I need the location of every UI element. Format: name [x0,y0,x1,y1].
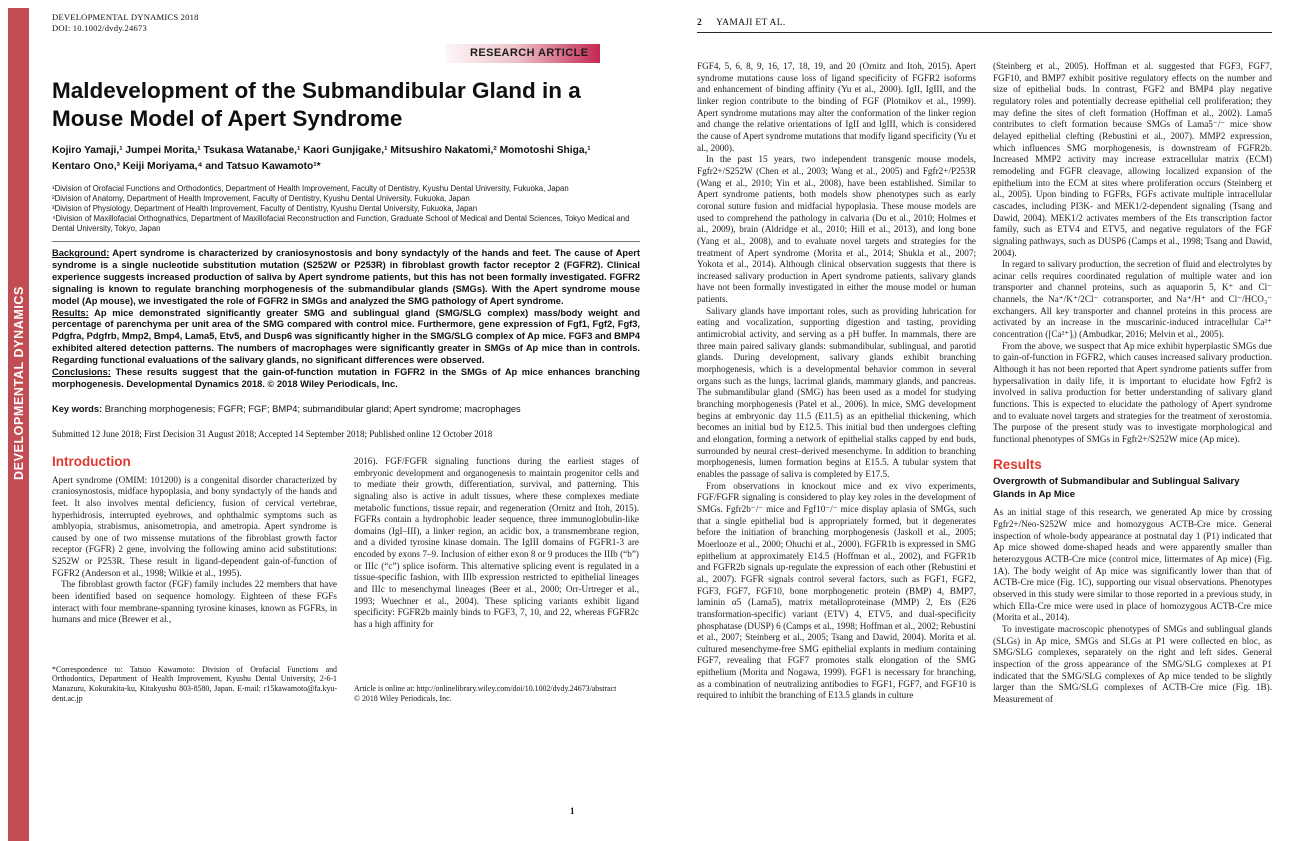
results-heading: Results [993,456,1042,472]
keywords-text: Branching morphogenesis; FGFR; FGF; BMP4; submandibular gland; Apert syndrome; macrophages [104,403,521,414]
page2-body-columns [697,61,1272,789]
abstract-results [52,308,640,368]
journal-spine-label-box [8,285,29,480]
research-article-badge: RESEARCH ARTICLE [446,44,600,63]
article-online-url: Article is online at: http://onlinelibrary.wiley.com/doi/10.1002/dvdy.24673/abstract [354,684,617,694]
article-online-footnote [354,684,639,704]
correspondence-footnote: *Correspondence to: Tatsuo Kawamoto: Division of Orofacial Functions and Orthodontics, Department of Health Improvement, Kyushu Dental University, 2-6-1 Manazuru, Kokurakita-ku, Kitakyushu 803-8580, Japan. E-mail: r15kawamoto@fa.kyu-dent.ac.jp [52,664,337,704]
affiliation-3: ³Division of Physiology, Department of Health Improvement, Faculty of Dentistry, Kyushu Dental University, Fukuoka, Japan [52,204,478,213]
introduction-heading: Introduction [52,455,131,469]
keywords-line [52,404,640,414]
author-list-line1: Kojiro Yamaji,¹ Jumpei Morita,¹ Tsukasa Watanabe,¹ Kaori Gunjigake,¹ Mitsushiro Nakatomi,² Momotoshi Shiga,¹ [52,145,591,156]
intro-paragraph-2: The fibroblast growth factor (FGF) family includes 22 members that have been identified based on sequence homology. Eighteen of these FGFs interact with four membrane-spanning tyrosine kinases, known as FGFRs, in humans and mice (Brewer et al., [52,579,337,625]
journal-masthead [52,12,640,33]
abstract-background [52,248,640,308]
article-title [52,77,640,133]
copyright-line: © 2018 Wiley Periodicals, Inc. [354,694,452,704]
journal-spine-label: DEVELOPMENTAL DYNAMICS [11,285,26,480]
affiliation-2: ²Division of Anatomy, Department of Health Improvement, Faculty of Dentistry, Kyushu Dental University, Fukuoka, Japan [52,194,470,203]
page1-right-column [354,456,639,704]
intro-paragraph-3: 2016). FGF/FGFR signaling functions during the earliest stages of embryonic development and organogenesis to maintain progenitor cells and to mediate their growth, differentiation, survival, and patterning. This signaling also is active in adult tissues, where these complexes mediate metabolic functions, tissue repair, and regeneration (Ornitz and Itoh, 2015). FGFRs contain a hydrophobic leader sequence, three immunoglobulin-like domains (IgI–III), a linker region, an acidic box, a transmembrane region, and a divided tyrosine kinase domain. The IgIII domains of FGFR1-3 are encoded by exons 7–9. Inclusion of either exon 8 or 9 produces the IIIb (“b”) or IIIc (“c”) splice isoform. This alternative splicing event is regulated in a tissue-specific fashion, with IIIb expression restricted to epithelial lineages and IIIc to mesenchymal lineages (Beer et al., 2000; Orr-Urtreger et al., 1993; Wuechner et al., 2004). These splicing variants exhibit ligand specificity: FGFR2b mainly binds to FGF3, 7, 10, and 22, whereas FGFR2c has a high affinity for [354,455,639,630]
body-paragraph-6: In regard to salivary production, the secretion of fluid and electrolytes by acinar cells requires coordinated regulation of multiple water and ion transporter and channel proteins, such as aquaporin 5, K⁺ and Cl⁻ channels, the Na⁺/K⁺/2Cl⁻ cotransporter, and Na⁺/H⁺ and Cl⁻/HCO₃⁻ exchangers. All key transporter and channel proteins in this process are activated by an increase in the muscarinic-induced intracellular Ca²⁺ concentration ([Ca²⁺]ᵢ) (Ambudkar, 2016; Melvin et al., 2005). [993,259,1272,340]
abstract-background-text: Apert syndrome is characterized by craniosynostosis and bony syndactyly of the hands and feet. The cause of Apert syndrome is a single nucleotide substitution mutation (S252W or P253R) in fibroblast growth factor receptor 2 (FGFR2). Clinical experience suggests increased production of saliva by Apert syndrome patients, but this has not been formally investigated. FGFR2 signaling is known to regulate branching morphogenesis of the submandibular glands (SMGs). With the Apert syndrome mouse model (Ap mouse), we investigated the role of FGFR2 in SMGs and analyzed the SMG pathology of Apert syndrome. [52,248,640,306]
doi-line: DOI: 10.1002/dvdy.24673 [52,22,147,33]
keywords-label: Key words: [52,403,103,414]
author-list [52,143,640,175]
body-paragraph-2: In the past 15 years, two independent transgenic mouse models, Fgfr2+/S252W (Chen et al., 2003; Wang et al., 2005) and Fgfr2+/P253R (Wang et al., 2010; Yin et al., 2008), have been established. Similar to Apert syndrome patients, both models show phenotypes such as early coronal suture fusion and midfacial hypoplasia. These mouse models are used to comprehend the pathology in calvaria (Du et al., 2010; Holmes et al., 2009), brain (Aldridge et al., 2010; Hill et al., 2013), and long bone (Yang et al., 2008), and to evaluate novel targets and strategies for the treatment of Apert syndrome (Morita et al., 2014; Shukla et al., 2007; Yokota et al., 2014). Although clinical observation suggests that there is increased salivary production in Apert syndrome patients, salivary glands have not been formally investigated in either the mouse model or human patients. [697,154,976,305]
abstract-conclusions-text: These results suggest that the gain-of-function mutation in FGFR2 in the SMGs of Ap mice enhances branching morphogenesis. Developmental Dynamics 2018. © 2018 Wiley Periodicals, Inc. [52,367,640,389]
body-paragraph-3: Salivary glands have important roles, such as providing lubrication for eating and vocalization, supporting digestion and tasting, providing antimicrobial activity, and serving as a pH buffer. In mammals, there are three main paired salivary glands: submandibular, sublingual, and parotid glands. During development, salivary glands exhibit branching morphogenesis, which is a developmental behavior common in several organs such as the lungs, lacrimal glands, mammary glands, and pancreas. The submandibular gland (SMG) has been used as a model for studying branching morphogenesis (Patel et al., 2006). In mice, SMG development begins at embryonic day 11.5 (E11.5) as an epithelial thickening, which becomes an initial bud by E12.5. This initial bud then undergoes clefting and elongation, forming a network of epithelial stalks capped by end buds, surrounded by neural crest–derived mesenchyme. In addition to branching morphogenesis, lumen formation begins at E15.5. A tubular system that enables the passage of saliva is completed by E17.5. [697,305,976,479]
page2-running-header [697,0,1272,28]
page2-left-column [697,61,976,789]
page1-number: 1 [570,806,575,816]
body-paragraph-5: (Steinberg et al., 2005). Hoffman et al. suggested that FGF3, FGF7, FGF10, and BMP7 exhibit positive regulatory effects on the number and size of epithelial buds. In contrast, FGF2 and BMP4 play negative regulatory roles and potentially decrease epithelial cell proliferation; they may define the sites of cleft formation (Hoffman et al., 2002). Lama5 contributes to cleft formation because SMGs of Lama5⁻/⁻ mice show delayed epithelial clefting (Rebustini et al., 2007). MMP2 expression, which influences SMG morphogenesis, is downstream of FGFR2b. Increased MMP2 activity may increase extracellular matrix (ECM) remodeling and FGFR cleavage, allowing localized expansion of the epithelium into the ECM at sites where proliferation occurs (Steinberg et al., 2005). Upon binding to FGFRs, FGFs activate multiple intracellular cascades, including PI3K- and MEK1/2-dependent signaling (Tsang and Dawid, 2004). MEK1/2 activates members of the Ets transcription factor family, such as ETV4 and ETV5, and negative regulators of the FGF signaling pathways, such as DUSP6 (Camps et al., 1998; Tsang and Dawid, 2004). [993,61,1272,258]
body-paragraph-7: From the above, we suspect that Ap mice exhibit hyperplastic SMGs due to gain-of-function in FGFR2, which causes increased salivary production. Although it has not been reported that Apert syndrome patients suffer from hypersalivation in daily life, it is important to elucidate how Fgfr2 is involved in saliva production for better understanding of salivary gland functions. This is expected to elucidate the pathology of Apert syndrome and to evaluate novel targets and strategies for the treatment of xerostomia. The purpose of the present study was to investigate morphological and functional phenotypes of SMGs in Fgfr2+/S252W mice (Ap mice). [993,340,1272,444]
body-paragraph-1: FGF4, 5, 6, 8, 9, 16, 17, 18, 19, and 20 (Ornitz and Itoh, 2015). Apert syndrome mutations cause loss of ligand specificity of FGFR2 isoforms and enhancement of binding affinity (Yu et al., 2000). IgII, IgIII, and the linker region contribute to the binding of FGF (Plotnikov et al., 1999). Apert syndrome mutations may alter the conformation of the linker region and change the relative orientations of IgII and IgIII, which is considered the cause of Apert syndrome mutations that modify ligand specificity (Yu et al., 2000). [697,61,976,153]
page1-left-column [52,456,337,704]
page2-right-column [993,61,1272,789]
abstract-background-label: Background: [52,248,110,258]
article-title-line1: Maldevelopment of the Submandibular Gland in a [52,78,581,103]
abstract-results-label: Results: [52,307,89,318]
page2-header-rule [697,32,1272,33]
page2-number: 2 [697,18,703,28]
page-2 [697,0,1272,841]
affiliation-4: ⁴Division of Maxillofacial Orthognathics, Department of Maxillofacial Reconstruction and Function, Graduate School of Medical and Dental Sciences, Tokyo Medical and Dental University, Tokyo, Japan [52,214,630,233]
running-head-authors: YAMAJI ET AL. [716,18,786,28]
abstract-results-text: Ap mice demonstrated significantly greater SMG and sublingual gland (SMG/SLG complex) mass/body weight and percentage of parenchyma per unit area of the SMG compared with control mice. Furthermore, gene expression of Fgf1, Fgf2, Fgf3, Pdgfra, Pdgfrb, Mmp2, Bmp4, Lama5, Etv5, and Dusp6 was significantly higher in the SMG/SLG complex of Ap mice. FGF3 and BMP4 exhibited altered detection patterns. The numbers of macrophages were significantly greater in SMGs of Ap mice than in controls. Regarding functional evaluations of the salivary glands, no significant differences were observed. [52,307,640,366]
results-paragraph-2: To investigate macroscopic phenotypes of SMGs and sublingual glands (SLGs) in Ap mice, SMGs and SLGs at P1 were collected en bloc, as SMG/SLG complexes, separately on the right and left sides. General inspection of the gross appearance of the SMG/SLG complexes at P1 indicated that the SMG/SLG complexes of Ap mice tended to be slightly larger than the SMG/SLG complexes of ACTB-Cre mice (Fig. 1B). Measurement of [993,623,1272,704]
affiliations [52,184,640,234]
results-paragraph-1: As an initial stage of this research, we generated Ap mice by crossing Fgfr2+/Neo-S252W mice and homozygous ACTB-Cre mice. General inspection of whole-body appearance at postnatal day 1 (P1) indicated that Ap mice showed dome-shaped heads and were apparently smaller than heterozygous ACTB-Cre mice (control mice, littermates of Ap mice) (Fig. 1A). The body weight of Ap mice was significantly lower than that of ACTB-Cre mice (Fig. 1C), supporting our visual observations. Phenotypes observed in this study were similar to those reported in a previous study, in which EIIa-Cre mice were used in place of homozygous ACTB-Cre mice (Morita et al., 2014). [993,507,1272,623]
page1-body-columns [52,456,640,704]
journal-name-year: DEVELOPMENTAL DYNAMICS 2018 [52,12,199,22]
abstract-divider-rule [52,241,640,242]
results-subheading: Overgrowth of Submandibular and Sublingual Salivary Glands in Ap Mice [993,476,1240,500]
author-list-line2: Kentaro Ono,³ Keiji Moriyama,⁴ and Tatsuo Kawamoto¹* [52,161,321,172]
page-1 [52,0,640,800]
affiliation-1: ¹Division of Orofacial Functions and Orthodontics, Department of Health Improvement, Faculty of Dentistry, Kyushu Dental University, Fukuoka, Japan [52,184,569,193]
article-title-line2: Mouse Model of Apert Syndrome [52,106,403,131]
abstract-conclusions-label: Conclusions: [52,367,111,378]
submission-history: Submitted 12 June 2018; First Decision 31 August 2018; Accepted 14 September 2018; Published online 12 October 2018 [52,428,493,439]
body-paragraph-4: From observations in knockout mice and ex vivo experiments, FGF/FGFR signaling is considered to play key roles in the development of SMGs. Fgfr2b⁻/⁻ mice and Fgf10⁻/⁻ mice display aplasia of SMGs, such that a single epithelial bud is appropriately formed, but it degenerates before the initiation of branching morphogenesis (Jaskoll et al., 2005; Moerlooze et al., 2000; Ohuchi et al., 2000). FGFR1b is expressed in SMG epithelium at approximately E14.5 (Hoffman et al., 2002), and FGFR1b and FGFR2b signals up-regulate the expression of each other (Rebustini et al., 2007). FGFR signals control several factors, such as FGF1, FGF2, FGF3, FGF7, FGF10, bone morphogenetic protein (BMP) 4, BMP7, laminin α5 (Lama5), matrix metalloproteinase (MMP) 2, Ets (E26 transformation-specific) variant (ETV) 4, ETV5, and dual-specificity phosphatase (DUSP) 6 (Camps et al., 1998; Hoffman et al., 2002; Rebustini et al., 2007; Steinberg et al., 2005; Tsang and Dawid, 2004). Morita et al. cultured mesenchyme-free SMG epithelial explants in medium containing FGF7, revealing that FGF7 promotes stalk elongation of the SMG epithelium (Morita and Nogawa, 1999). FGF1 is necessary for branching, as a combination of neutralizing antibodies to FGF1, FGF7, and FGF10 is required to inhibit the branching of E13.5 glands in culture [697,480,976,701]
intro-paragraph-1: Apert syndrome (OMIM: 101200) is a congenital disorder characterized by craniosynostosis, midface hypoplasia, and bony syndactyly of the hands and feet. It also involves mental deficiency, fusion of cervical vertebrae, hyperhidrosis, interrupted eyebrows, and ophthalmic symptoms such as amblyopia, strabismus, anisometropia, and ametropia. Apert syndrome is caused by one of two missense mutations of the fibroblast growth factor receptor (FGFR) 2 gene, involving the following amino acid substitutions: S252W or P253R. These result in ligand-dependent gain-of-function of FGFR2 (Anderson et al., 1998; Wilkie et al., 1995). [52,474,337,578]
abstract [52,248,640,391]
abstract-conclusions [52,367,640,391]
